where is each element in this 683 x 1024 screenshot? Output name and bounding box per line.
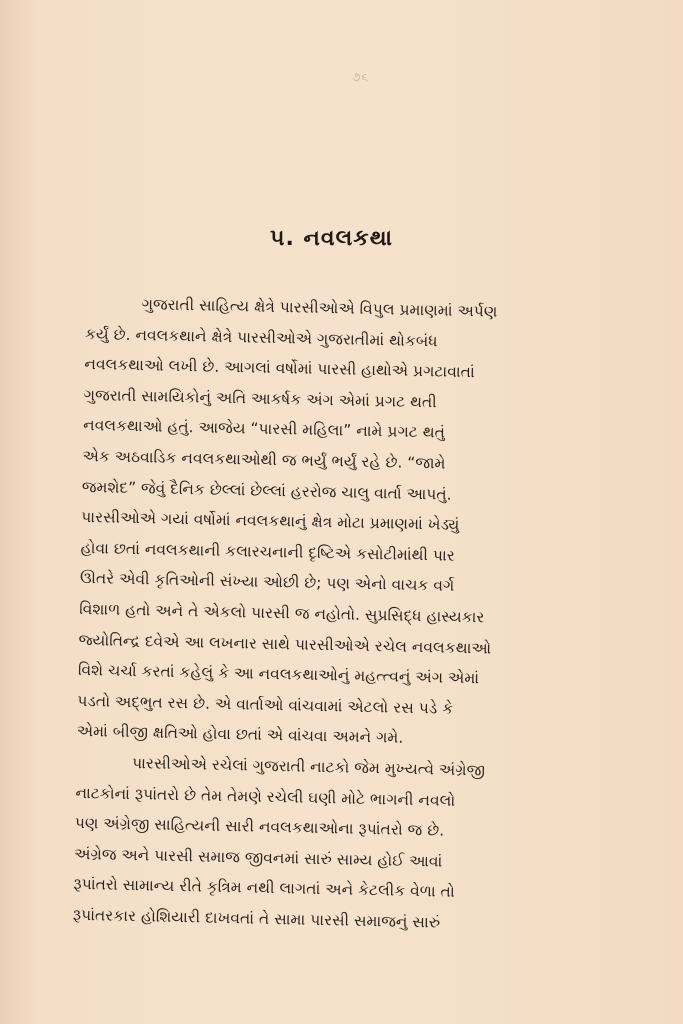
text-line: રૂપાંતરો સામાન્ય રીતે કૃત્રિમ નથી લાગતાં અને કેટલીક વેળા તો: [73, 875, 455, 902]
text-line: જમશેદ” જેવું દૈનિક છેલ્લાં છેલ્લાં હરરોજ ચાલુ વાર્તા આપતું.: [81, 477, 452, 504]
text-line: ગુજરાતી સામયિકોનું અતિ આકર્ષક અંગ એમાં પ્રગટ થતી: [83, 385, 437, 412]
text-line: એક અઠવાડિક નવલકથાઓથી જ ભર્યું ભર્યું રહે છે. “જામે: [82, 446, 446, 473]
text-line: પારસીઓએ ગયાં વર્ષોમાં નવલકથાનું ક્ષેત્ર મોટા પ્રમાણમાં ખેડ્યું: [81, 508, 460, 535]
text-line: પણ અંગ્રેજી સાહિત્યની સારી નવલકથાઓના રૂપાંતરો જ છે.: [74, 813, 445, 840]
body-text: [73, 288, 642, 942]
text-line: નવલકથાઓ હતું. આજેય “પારસી મહિલા” નામે પ્રગટ થતું: [82, 416, 446, 442]
text-line: અંગ્રેજ અને પારસી સમાજ જીવનમાં સારું સામ્ય હોઈ આવાં: [73, 844, 443, 871]
text-line: ગુજરાતી સાહિત્ય ક્ષેત્રે પારસીઓએ વિપુલ પ્રમાણમાં અર્પણ: [141, 295, 498, 321]
chapter-heading: ૫. નવલકથા: [270, 226, 393, 251]
text-line: એમાં બીજી ક્ષતિઓ હોવા છતાં એ વાંચવા અમને ગમે.: [76, 722, 404, 748]
text-line: જ્યોતિન્દ્ર દવેએ આ લખનાર સાથે પારસીઓએ રચેલ નવલકથાઓ: [78, 630, 492, 658]
page-number: ૭૬: [352, 70, 370, 84]
text-line: કર્યું છે. નવલકથાને ક્ષેત્રે પારસીઓએ ગુજરાતીમાં થોકબંધ: [84, 324, 438, 350]
text-line: વિશાળ હતો અને તે એકલો પારસી જ નહોતો. સુપ્રસિદ્ધ હાસ્યકાર: [79, 599, 485, 627]
text-line: નાટકોનાં રૂપાંતરો છે તેમ તેમણે રચેલી ઘણી મોટે ભાગની નવલો: [75, 783, 456, 810]
text-line: રૂપાંતરકાર હોશિયારી દાખવતાં તે સામા પારસી સમાજનું સારું: [72, 905, 441, 932]
text-line: હોવા છતાં નવલકથાની કલારચનાની દૃષ્ટિએ કસોટીમાંથી પાર: [80, 538, 455, 565]
text-line: પારસીઓએ રચેલાં ગુજરાતી નાટકો જેમ મુખ્યત્વે અંગ્રેજી: [131, 753, 486, 780]
text-line: પડતો અદ્ભુત રસ છે. એ વાર્તાઓ વાંચવામાં એટલો રસ પડે કે: [77, 691, 454, 718]
text-line: નવલકથાઓ લખી છે. આગલાં વર્ષોમાં પારસી હાથોએ પ્રગટાવાતાં: [84, 355, 475, 382]
text-line: ઊતરે એવી કૃતિઓની સંખ્યા ઓછી છે; પણ એનો વાચક વર્ગ: [79, 569, 455, 596]
text-line: વિશે ચર્ચા કરતાં કહેલું કે આ નવલકથાઓનું મહત્ત્વનું અંગ એમાં: [77, 661, 480, 688]
